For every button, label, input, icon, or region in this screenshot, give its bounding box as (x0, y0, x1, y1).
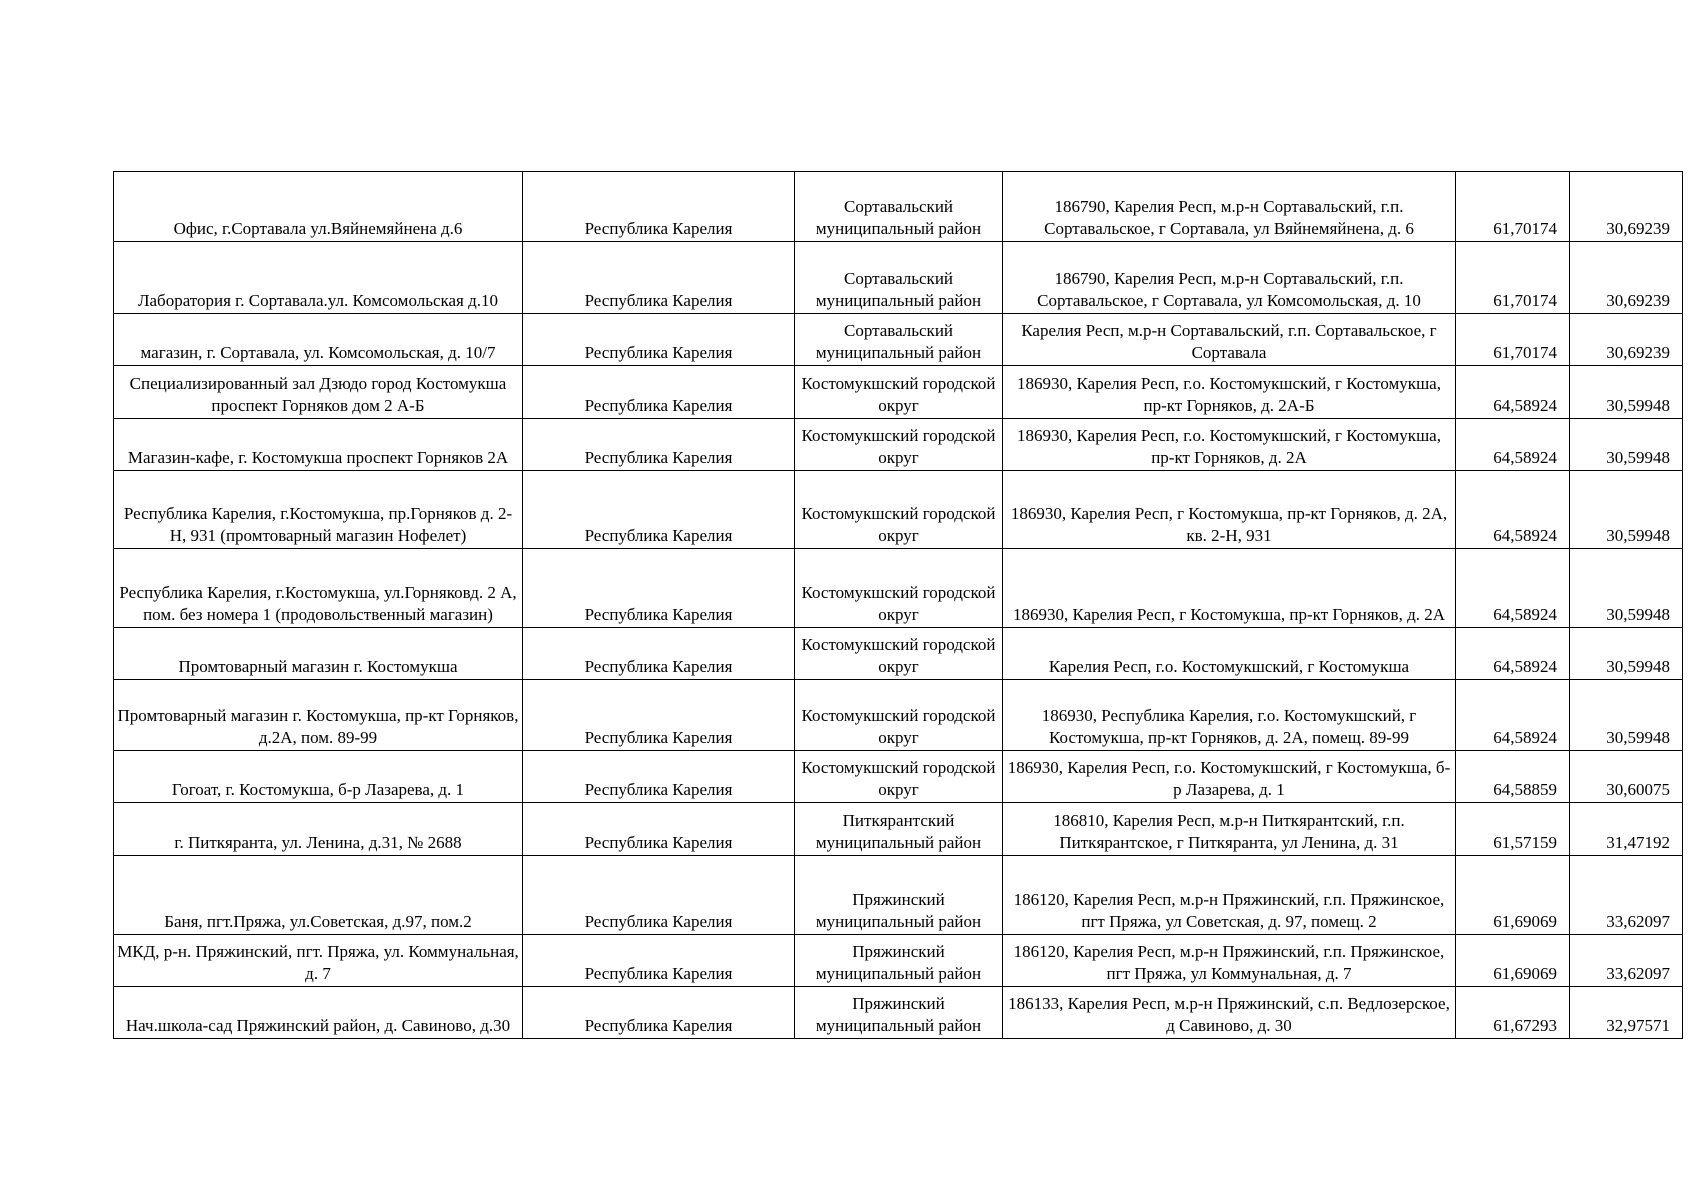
cell-longitude: 30,69239 (1570, 314, 1683, 366)
cell-latitude: 61,69069 (1456, 935, 1570, 987)
cell-address: 186133, Карелия Респ, м.р-н Пряжинский, с.п. Ведлозерское, д Савиново, д. 30 (1003, 987, 1456, 1039)
cell-address: 186930, Карелия Респ, г.о. Костомукшский, г Костомукша, пр-кт Горняков, д. 2А (1003, 419, 1456, 471)
cell-longitude: 30,59948 (1570, 549, 1683, 628)
cell-district: Сортавальский муниципальный район (795, 172, 1003, 242)
cell-district: Костомукшский городской округ (795, 366, 1003, 419)
cell-object-name: Промтоварный магазин г. Костомукша, пр-кт Горняков, д.2А, пом. 89-99 (114, 680, 523, 751)
table-row (114, 549, 1683, 628)
cell-region: Республика Карелия (523, 628, 795, 680)
cell-longitude: 33,62097 (1570, 856, 1683, 935)
cell-region: Республика Карелия (523, 242, 795, 314)
cell-address: 186120, Карелия Респ, м.р-н Пряжинский, г.п. Пряжинское, пгт Пряжа, ул Советская, д. 97, помещ. 2 (1003, 856, 1456, 935)
cell-longitude: 32,97571 (1570, 987, 1683, 1039)
cell-region: Республика Карелия (523, 751, 795, 803)
cell-address: 186790, Карелия Респ, м.р-н Сортавальский, г.п. Сортавальское, г Сортавала, ул Комсомольская, д. 10 (1003, 242, 1456, 314)
cell-latitude: 64,58924 (1456, 549, 1570, 628)
cell-latitude: 61,57159 (1456, 803, 1570, 856)
cell-latitude: 61,69069 (1456, 856, 1570, 935)
table-row (114, 803, 1683, 856)
cell-latitude: 64,58924 (1456, 628, 1570, 680)
cell-district: Пряжинский муниципальный район (795, 987, 1003, 1039)
cell-address: 186930, Республика Карелия, г.о. Костомукшский, г Костомукша, пр-кт Горняков, д. 2А, помещ. 89-99 (1003, 680, 1456, 751)
cell-address: Карелия Респ, м.р-н Сортавальский, г.п. Сортавальское, г Сортавала (1003, 314, 1456, 366)
cell-latitude: 64,58924 (1456, 419, 1570, 471)
objects-table (113, 171, 1683, 1039)
cell-region: Республика Карелия (523, 856, 795, 935)
cell-district: Сортавальский муниципальный район (795, 314, 1003, 366)
table-row (114, 680, 1683, 751)
cell-region: Республика Карелия (523, 314, 795, 366)
cell-region: Республика Карелия (523, 987, 795, 1039)
cell-latitude: 64,58924 (1456, 471, 1570, 549)
cell-district: Костомукшский городской округ (795, 471, 1003, 549)
cell-longitude: 30,69239 (1570, 242, 1683, 314)
table-row (114, 314, 1683, 366)
cell-longitude: 30,59948 (1570, 628, 1683, 680)
cell-object-name: Нач.школа-сад Пряжинский район, д. Савиново, д.30 (114, 987, 523, 1039)
cell-district: Костомукшский городской округ (795, 628, 1003, 680)
cell-address: 186930, Карелия Респ, г.о. Костомукшский, г Костомукша, б-р Лазарева, д. 1 (1003, 751, 1456, 803)
cell-longitude: 30,69239 (1570, 172, 1683, 242)
cell-latitude: 64,58924 (1456, 680, 1570, 751)
cell-district: Пряжинский муниципальный район (795, 856, 1003, 935)
cell-longitude: 33,62097 (1570, 935, 1683, 987)
cell-region: Республика Карелия (523, 680, 795, 751)
cell-object-name: Промтоварный магазин г. Костомукша (114, 628, 523, 680)
cell-longitude: 30,59948 (1570, 471, 1683, 549)
cell-longitude: 30,59948 (1570, 419, 1683, 471)
cell-region: Республика Карелия (523, 172, 795, 242)
cell-object-name: Офис, г.Сортавала ул.Вяйнемяйнена д.6 (114, 172, 523, 242)
table-row (114, 172, 1683, 242)
cell-latitude: 61,70174 (1456, 242, 1570, 314)
cell-longitude: 30,59948 (1570, 366, 1683, 419)
table-row (114, 856, 1683, 935)
cell-region: Республика Карелия (523, 419, 795, 471)
table-row (114, 987, 1683, 1039)
cell-address: Карелия Респ, г.о. Костомукшский, г Костомукша (1003, 628, 1456, 680)
cell-longitude: 30,60075 (1570, 751, 1683, 803)
cell-district: Пряжинский муниципальный район (795, 935, 1003, 987)
cell-object-name: магазин, г. Сортавала, ул. Комсомольская, д. 10/7 (114, 314, 523, 366)
cell-address: 186120, Карелия Респ, м.р-н Пряжинский, г.п. Пряжинское, пгт Пряжа, ул Коммунальная, д. 7 (1003, 935, 1456, 987)
cell-district: Костомукшский городской округ (795, 419, 1003, 471)
cell-district: Питкярантский муниципальный район (795, 803, 1003, 856)
table-row (114, 242, 1683, 314)
cell-region: Республика Карелия (523, 935, 795, 987)
cell-object-name: г. Питкяранта, ул. Ленина, д.31, № 2688 (114, 803, 523, 856)
cell-address: 186930, Карелия Респ, г.о. Костомукшский, г Костомукша, пр-кт Горняков, д. 2А-Б (1003, 366, 1456, 419)
cell-region: Республика Карелия (523, 803, 795, 856)
cell-latitude: 64,58924 (1456, 366, 1570, 419)
table-row (114, 419, 1683, 471)
cell-district: Костомукшский городской округ (795, 751, 1003, 803)
cell-address: 186930, Карелия Респ, г Костомукша, пр-кт Горняков, д. 2А, кв. 2-Н, 931 (1003, 471, 1456, 549)
table-row (114, 628, 1683, 680)
cell-latitude: 64,58859 (1456, 751, 1570, 803)
cell-region: Республика Карелия (523, 366, 795, 419)
cell-object-name: Специализированный зал Дзюдо город Костомукша проспект Горняков дом 2 А-Б (114, 366, 523, 419)
cell-object-name: МКД, р-н. Пряжинский, пгт. Пряжа, ул. Коммунальная, д. 7 (114, 935, 523, 987)
cell-object-name: Республика Карелия, г.Костомукша, пр.Горняков д. 2-Н, 931 (промтоварный магазин Нофелет) (114, 471, 523, 549)
table-row (114, 471, 1683, 549)
cell-object-name: Магазин-кафе, г. Костомукша проспект Горняков 2А (114, 419, 523, 471)
cell-object-name: Лаборатория г. Сортавала.ул. Комсомольская д.10 (114, 242, 523, 314)
table-row (114, 935, 1683, 987)
cell-address: 186930, Карелия Респ, г Костомукша, пр-кт Горняков, д. 2А (1003, 549, 1456, 628)
cell-object-name: Республика Карелия, г.Костомукша, ул.Горняковд. 2 А, пом. без номера 1 (продовольственный магазин) (114, 549, 523, 628)
table-body (114, 172, 1683, 1039)
cell-region: Республика Карелия (523, 471, 795, 549)
cell-latitude: 61,67293 (1456, 987, 1570, 1039)
cell-district: Сортавальский муниципальный район (795, 242, 1003, 314)
cell-longitude: 31,47192 (1570, 803, 1683, 856)
table-row (114, 751, 1683, 803)
cell-longitude: 30,59948 (1570, 680, 1683, 751)
table-row (114, 366, 1683, 419)
cell-region: Республика Карелия (523, 549, 795, 628)
cell-object-name: Баня, пгт.Пряжа, ул.Советская, д.97, пом.2 (114, 856, 523, 935)
cell-district: Костомукшский городской округ (795, 680, 1003, 751)
cell-address: 186810, Карелия Респ, м.р-н Питкярантский, г.п. Питкярантское, г Питкяранта, ул Ленина, д. 31 (1003, 803, 1456, 856)
cell-latitude: 61,70174 (1456, 314, 1570, 366)
cell-address: 186790, Карелия Респ, м.р-н Сортавальский, г.п. Сортавальское, г Сортавала, ул Вяйнемяйнена, д. 6 (1003, 172, 1456, 242)
cell-object-name: Гогоат, г. Костомукша, б-р Лазарева, д. 1 (114, 751, 523, 803)
cell-latitude: 61,70174 (1456, 172, 1570, 242)
cell-district: Костомукшский городской округ (795, 549, 1003, 628)
